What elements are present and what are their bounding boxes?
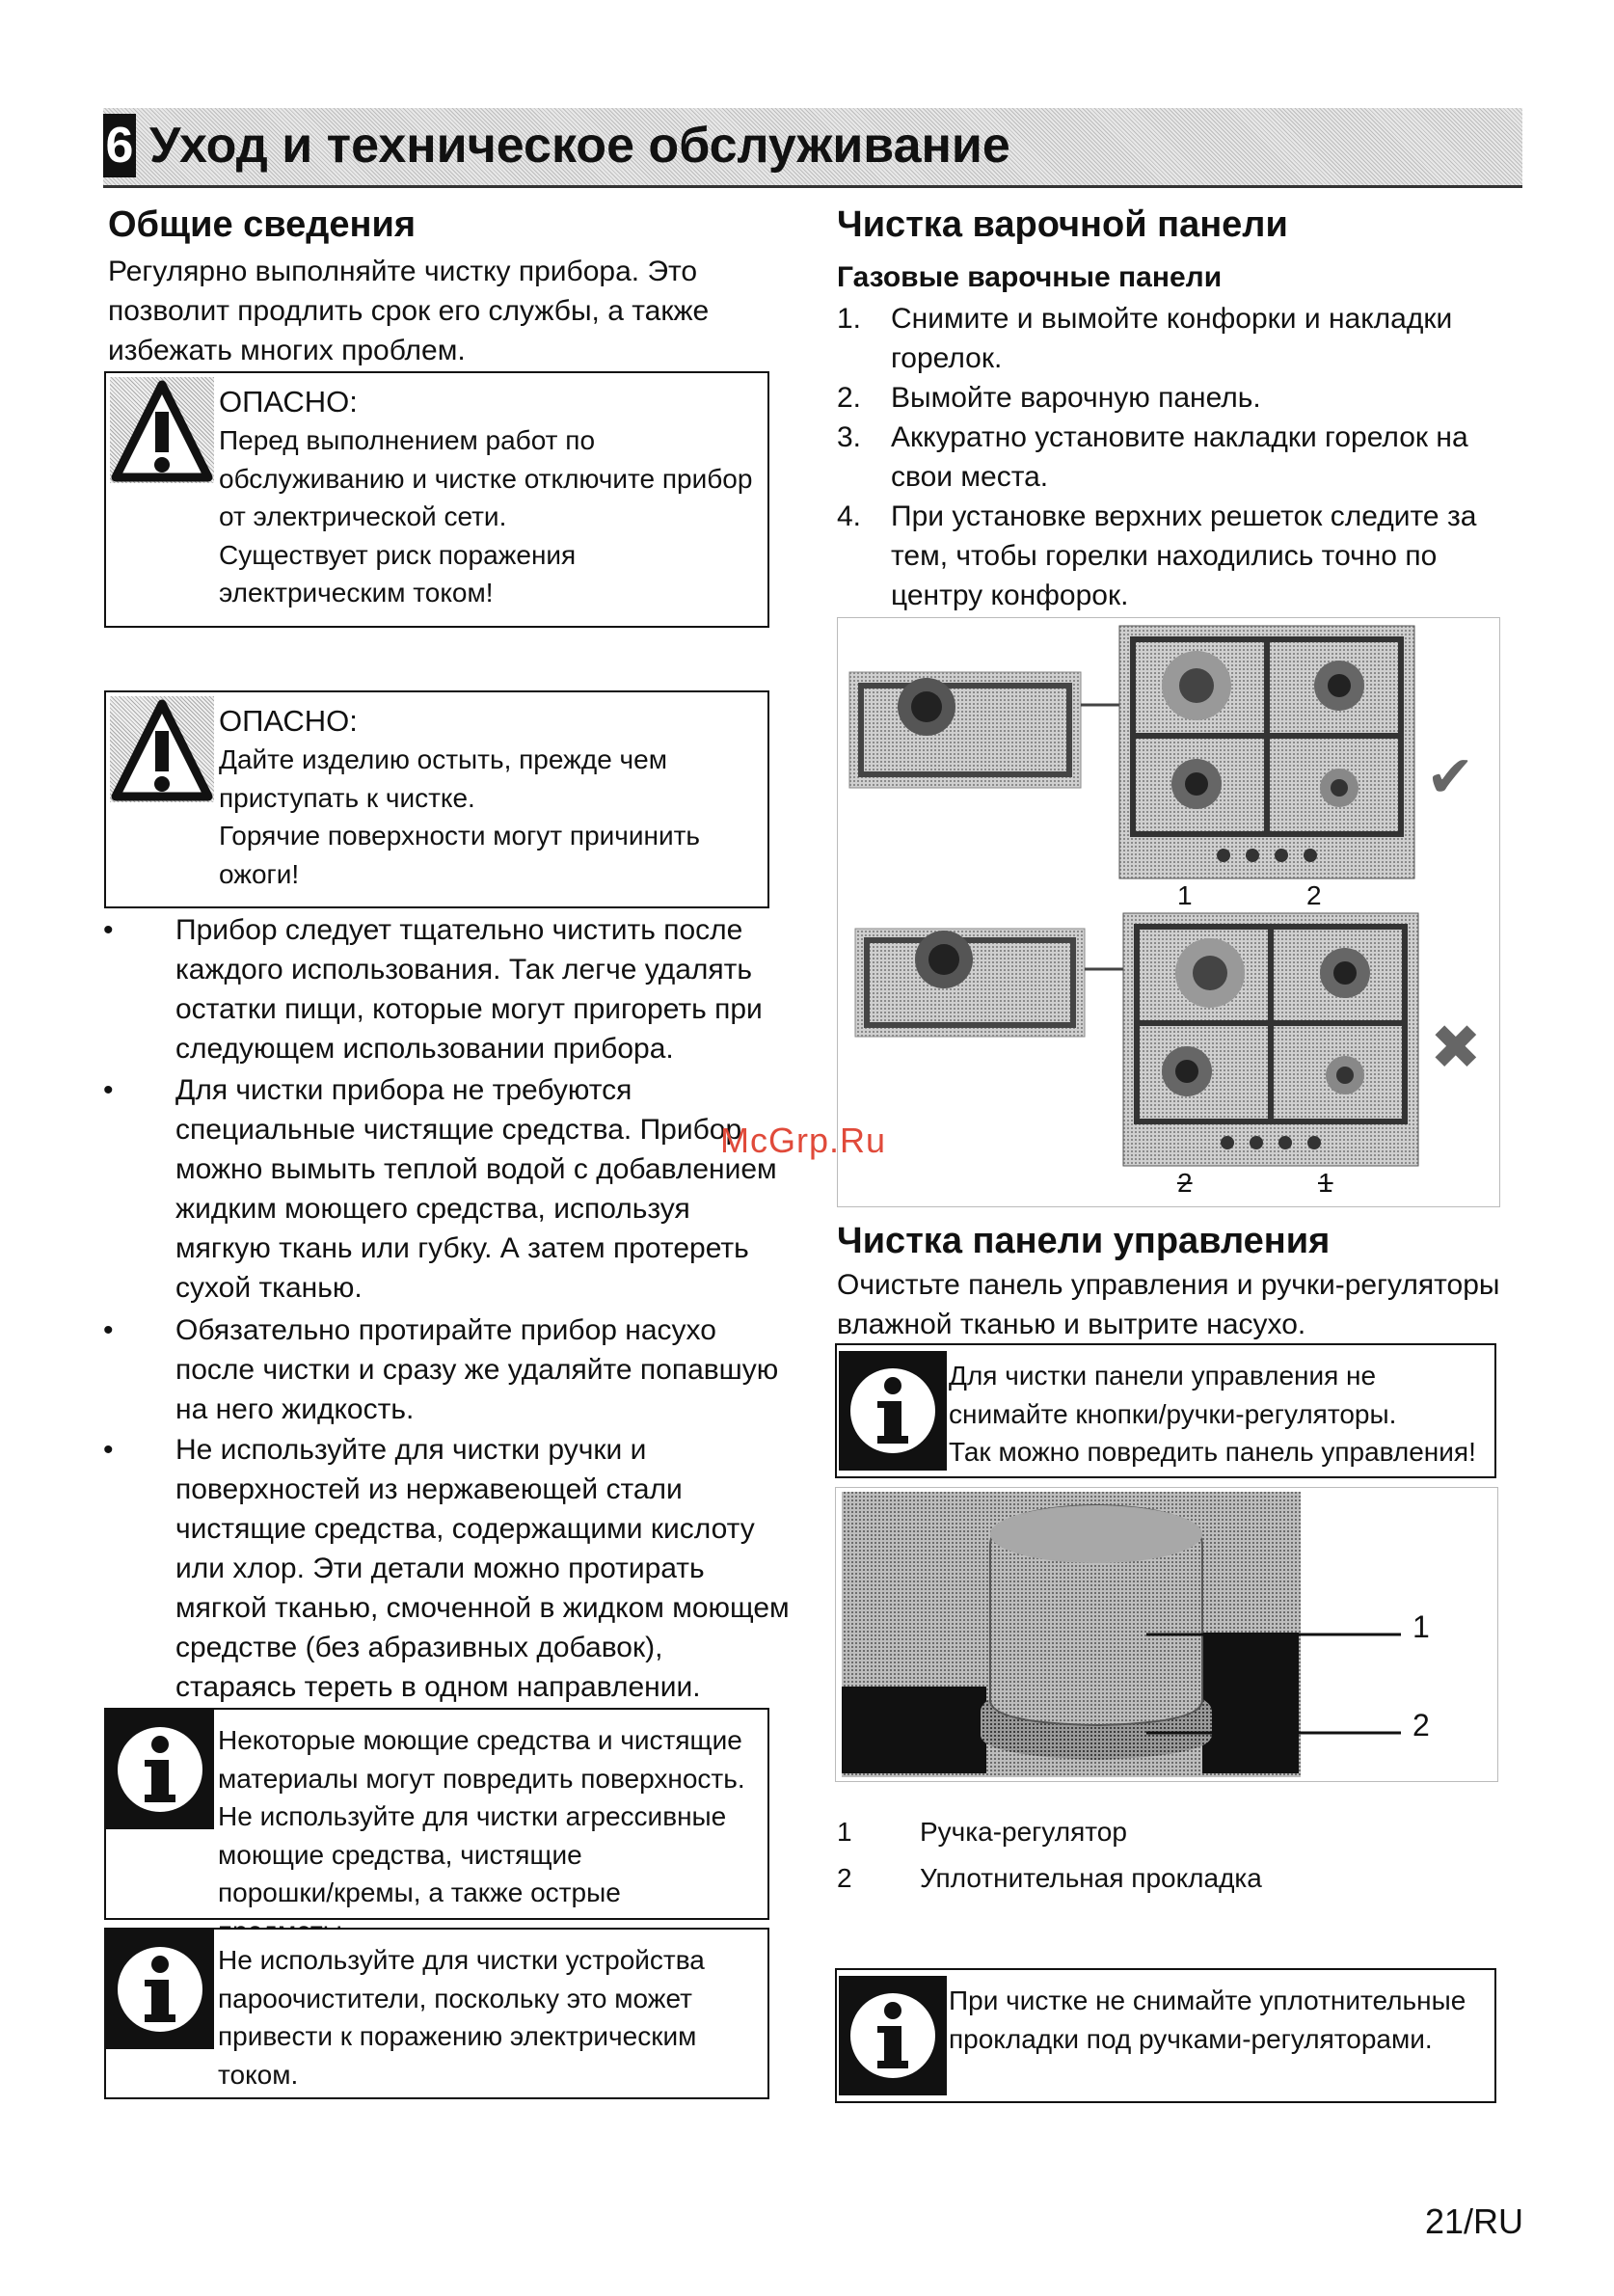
warning-title: ОПАСНО: — [219, 704, 358, 738]
info-icon — [839, 1976, 947, 2095]
general-text — [108, 252, 812, 370]
info-line: током. — [218, 2059, 299, 2090]
cross-icon: ✖ — [1430, 1013, 1482, 1082]
step-item — [837, 418, 1512, 497]
warning-title: ОПАСНО: — [219, 385, 358, 419]
info-line: При чистке не снимайте уплотнительные — [949, 1985, 1466, 2015]
info-line: Не используйте для чистки устройства — [218, 1945, 705, 1975]
bullet-line: стараясь тереть в одном направлении. — [175, 1671, 701, 1703]
step-line: Снимите и вымойте конфорки и накладки — [891, 303, 1453, 335]
step-line: Аккуратно установите накладки горелок на — [891, 421, 1468, 453]
step-line: тем, чтобы горелки находились точно по — [891, 540, 1438, 572]
hob-label-1: 1 — [1177, 880, 1193, 910]
bullet-line: мягкую ткань или губку. А затем протереть — [175, 1232, 749, 1264]
info-line: пароочистители, поскольку это может — [218, 1983, 692, 2013]
bullet-line: поверхностей из нержавеющей стали — [175, 1473, 683, 1505]
bullet-line: каждого использования. Так легче удалять — [175, 954, 753, 986]
warning-line: Дайте изделию остыть, прежде чем — [219, 744, 667, 774]
general-line: избежать многих проблем. — [108, 335, 466, 366]
bullet-item — [103, 1430, 797, 1707]
warning-line: Существует риск поражения — [219, 539, 577, 570]
bullet-dot: • — [103, 914, 114, 946]
info-line: порошки/кремы, а также острые — [218, 1877, 621, 1907]
bullet-line: чистящие средства, содержащими кислоту — [175, 1513, 755, 1545]
panel-line: Очистьте панель управления и ручки-регуляторы — [837, 1269, 1500, 1301]
bullet-line: Не используйте для чистки ручки и — [175, 1434, 647, 1466]
info-line: Не используйте для чистки агрессивные — [218, 1801, 727, 1831]
general-line: позволит продлить срок его службы, а также — [108, 295, 710, 327]
knob-callout-2: 2 — [1412, 1708, 1430, 1742]
warning-triangle-icon — [110, 377, 214, 483]
bullet-dot: • — [103, 1314, 114, 1346]
step-item — [837, 497, 1512, 615]
bullet-line: остатки пищи, которые могут пригореть при — [175, 993, 763, 1025]
warning-line: Горячие поверхности могут причинить — [219, 821, 701, 851]
hob-label-wrong-1: 1 — [1318, 1168, 1333, 1198]
step-number: 1. — [837, 303, 862, 335]
step-number: 2. — [837, 382, 862, 414]
warning-triangle-icon — [110, 696, 214, 802]
panel-line: влажной тканью и вытрите насухо. — [837, 1309, 1306, 1340]
legend-item — [837, 1813, 1127, 1851]
info-box-detergents — [104, 1708, 769, 1920]
section-title: Уход и техническое обслуживание — [149, 118, 1010, 174]
info-box-knobs — [835, 1343, 1496, 1478]
check-icon: ✔ — [1426, 744, 1475, 809]
step-number: 3. — [837, 421, 862, 453]
bullet-dot: • — [103, 1434, 114, 1466]
info-line: материалы могут повредить поверхность. — [218, 1763, 745, 1794]
info-line: прокладки под ручками-регуляторами. — [949, 2023, 1433, 2054]
bullet-line: сухой тканью. — [175, 1272, 363, 1304]
info-line: снимайте кнопки/ручки-регуляторы. — [949, 1398, 1397, 1429]
bullet-line: на него жидкость. — [175, 1393, 415, 1425]
legend-number: 1 — [837, 1817, 852, 1847]
bullet-line: следующем использовании прибора. — [175, 1033, 674, 1065]
info-line: Некоторые моющие средства и чистящие — [218, 1725, 742, 1755]
step-line: свои места. — [891, 461, 1049, 493]
legend-number: 2 — [837, 1863, 852, 1893]
panel-heading: Чистка панели управления — [837, 1221, 1331, 1261]
warning-line: электрическим током! — [219, 578, 494, 608]
info-line: моющие средства, чистящие — [218, 1839, 582, 1870]
info-text — [218, 1941, 760, 2093]
warning-line: от электрической сети. — [219, 501, 507, 531]
bullet-item — [103, 910, 797, 1068]
bullet-line: или хлор. Эти детали можно протирать — [175, 1553, 705, 1584]
bullet-line: после чистки и сразу же удаляйте попавшую — [175, 1354, 779, 1386]
panel-text — [837, 1265, 1531, 1344]
section-header — [103, 108, 1522, 188]
info-text — [218, 1721, 760, 1950]
knob-callout-1: 1 — [1412, 1609, 1430, 1644]
bullet-line: мягкой тканью, смоченной в жидком моющем — [175, 1592, 790, 1624]
hob-figure — [837, 617, 1500, 1207]
warning-box-hot — [104, 690, 769, 908]
warning-line: ожоги! — [219, 858, 300, 889]
hob-label-wrong-2: 2 — [1177, 1168, 1193, 1198]
hob-illustration — [838, 618, 1499, 1206]
info-line: Для чистки панели управления не — [949, 1361, 1377, 1391]
gas-subheading: Газовые варочные панели — [837, 261, 1223, 293]
general-heading: Общие сведения — [108, 204, 417, 245]
legend-text: Уплотнительная прокладка — [920, 1863, 1262, 1893]
step-item — [837, 299, 1512, 378]
section-number: 6 — [103, 114, 136, 177]
warning-line: обслуживанию и чистке отключите прибор — [219, 463, 753, 494]
general-line: Регулярно выполняйте чистку прибора. Это — [108, 256, 698, 287]
step-line: горелок. — [891, 342, 1003, 374]
bullet-line: Для чистки прибора не требуются — [175, 1074, 632, 1106]
warning-text — [219, 383, 760, 612]
info-icon — [106, 1930, 214, 2049]
step-item — [837, 378, 1512, 418]
info-text — [949, 1982, 1487, 2058]
step-line: центру конфорок. — [891, 580, 1129, 611]
bullet-item — [103, 1310, 797, 1429]
info-box-steam — [104, 1928, 769, 2099]
legend-item — [837, 1859, 1262, 1898]
info-icon — [839, 1351, 947, 1471]
step-number: 4. — [837, 500, 862, 532]
step-line: Вымойте варочную панель. — [891, 382, 1261, 414]
warning-line: приступать к чистке. — [219, 782, 475, 813]
bullet-dot: • — [103, 1074, 114, 1106]
page-number: 21/RU — [1425, 2201, 1524, 2241]
knob-illustration — [836, 1488, 1497, 1781]
bullet-line: Прибор следует тщательно чистить после — [175, 914, 743, 946]
info-icon — [106, 1710, 214, 1829]
step-line: При установке верхних решеток следите за — [891, 500, 1477, 532]
info-box-seals — [835, 1968, 1496, 2103]
knob-figure — [835, 1487, 1498, 1782]
warning-text — [219, 702, 760, 893]
bullet-item — [103, 1070, 797, 1308]
info-line: Так можно повредить панель управления! — [949, 1437, 1476, 1467]
warning-line: Перед выполнением работ по — [219, 425, 596, 455]
watermark: McGrp.Ru — [720, 1121, 887, 1160]
info-line: привести к поражению электрическим — [218, 2021, 697, 2051]
info-text — [949, 1357, 1487, 1472]
bullet-line: специальные чистящие средства. Прибор — [175, 1114, 742, 1146]
bullet-line: средстве (без абразивных добавок), — [175, 1632, 663, 1663]
hob-heading: Чистка варочной панели — [837, 204, 1288, 245]
bullet-line: можно вымыть теплой водой с добавлением — [175, 1153, 777, 1185]
bullet-line: Обязательно протирайте прибор насухо — [175, 1314, 716, 1346]
warning-box-electric — [104, 371, 769, 628]
hob-label-2: 2 — [1306, 880, 1322, 910]
bullet-line: жидким моющего средства, используя — [175, 1193, 690, 1225]
legend-text: Ручка-регулятор — [920, 1817, 1127, 1847]
